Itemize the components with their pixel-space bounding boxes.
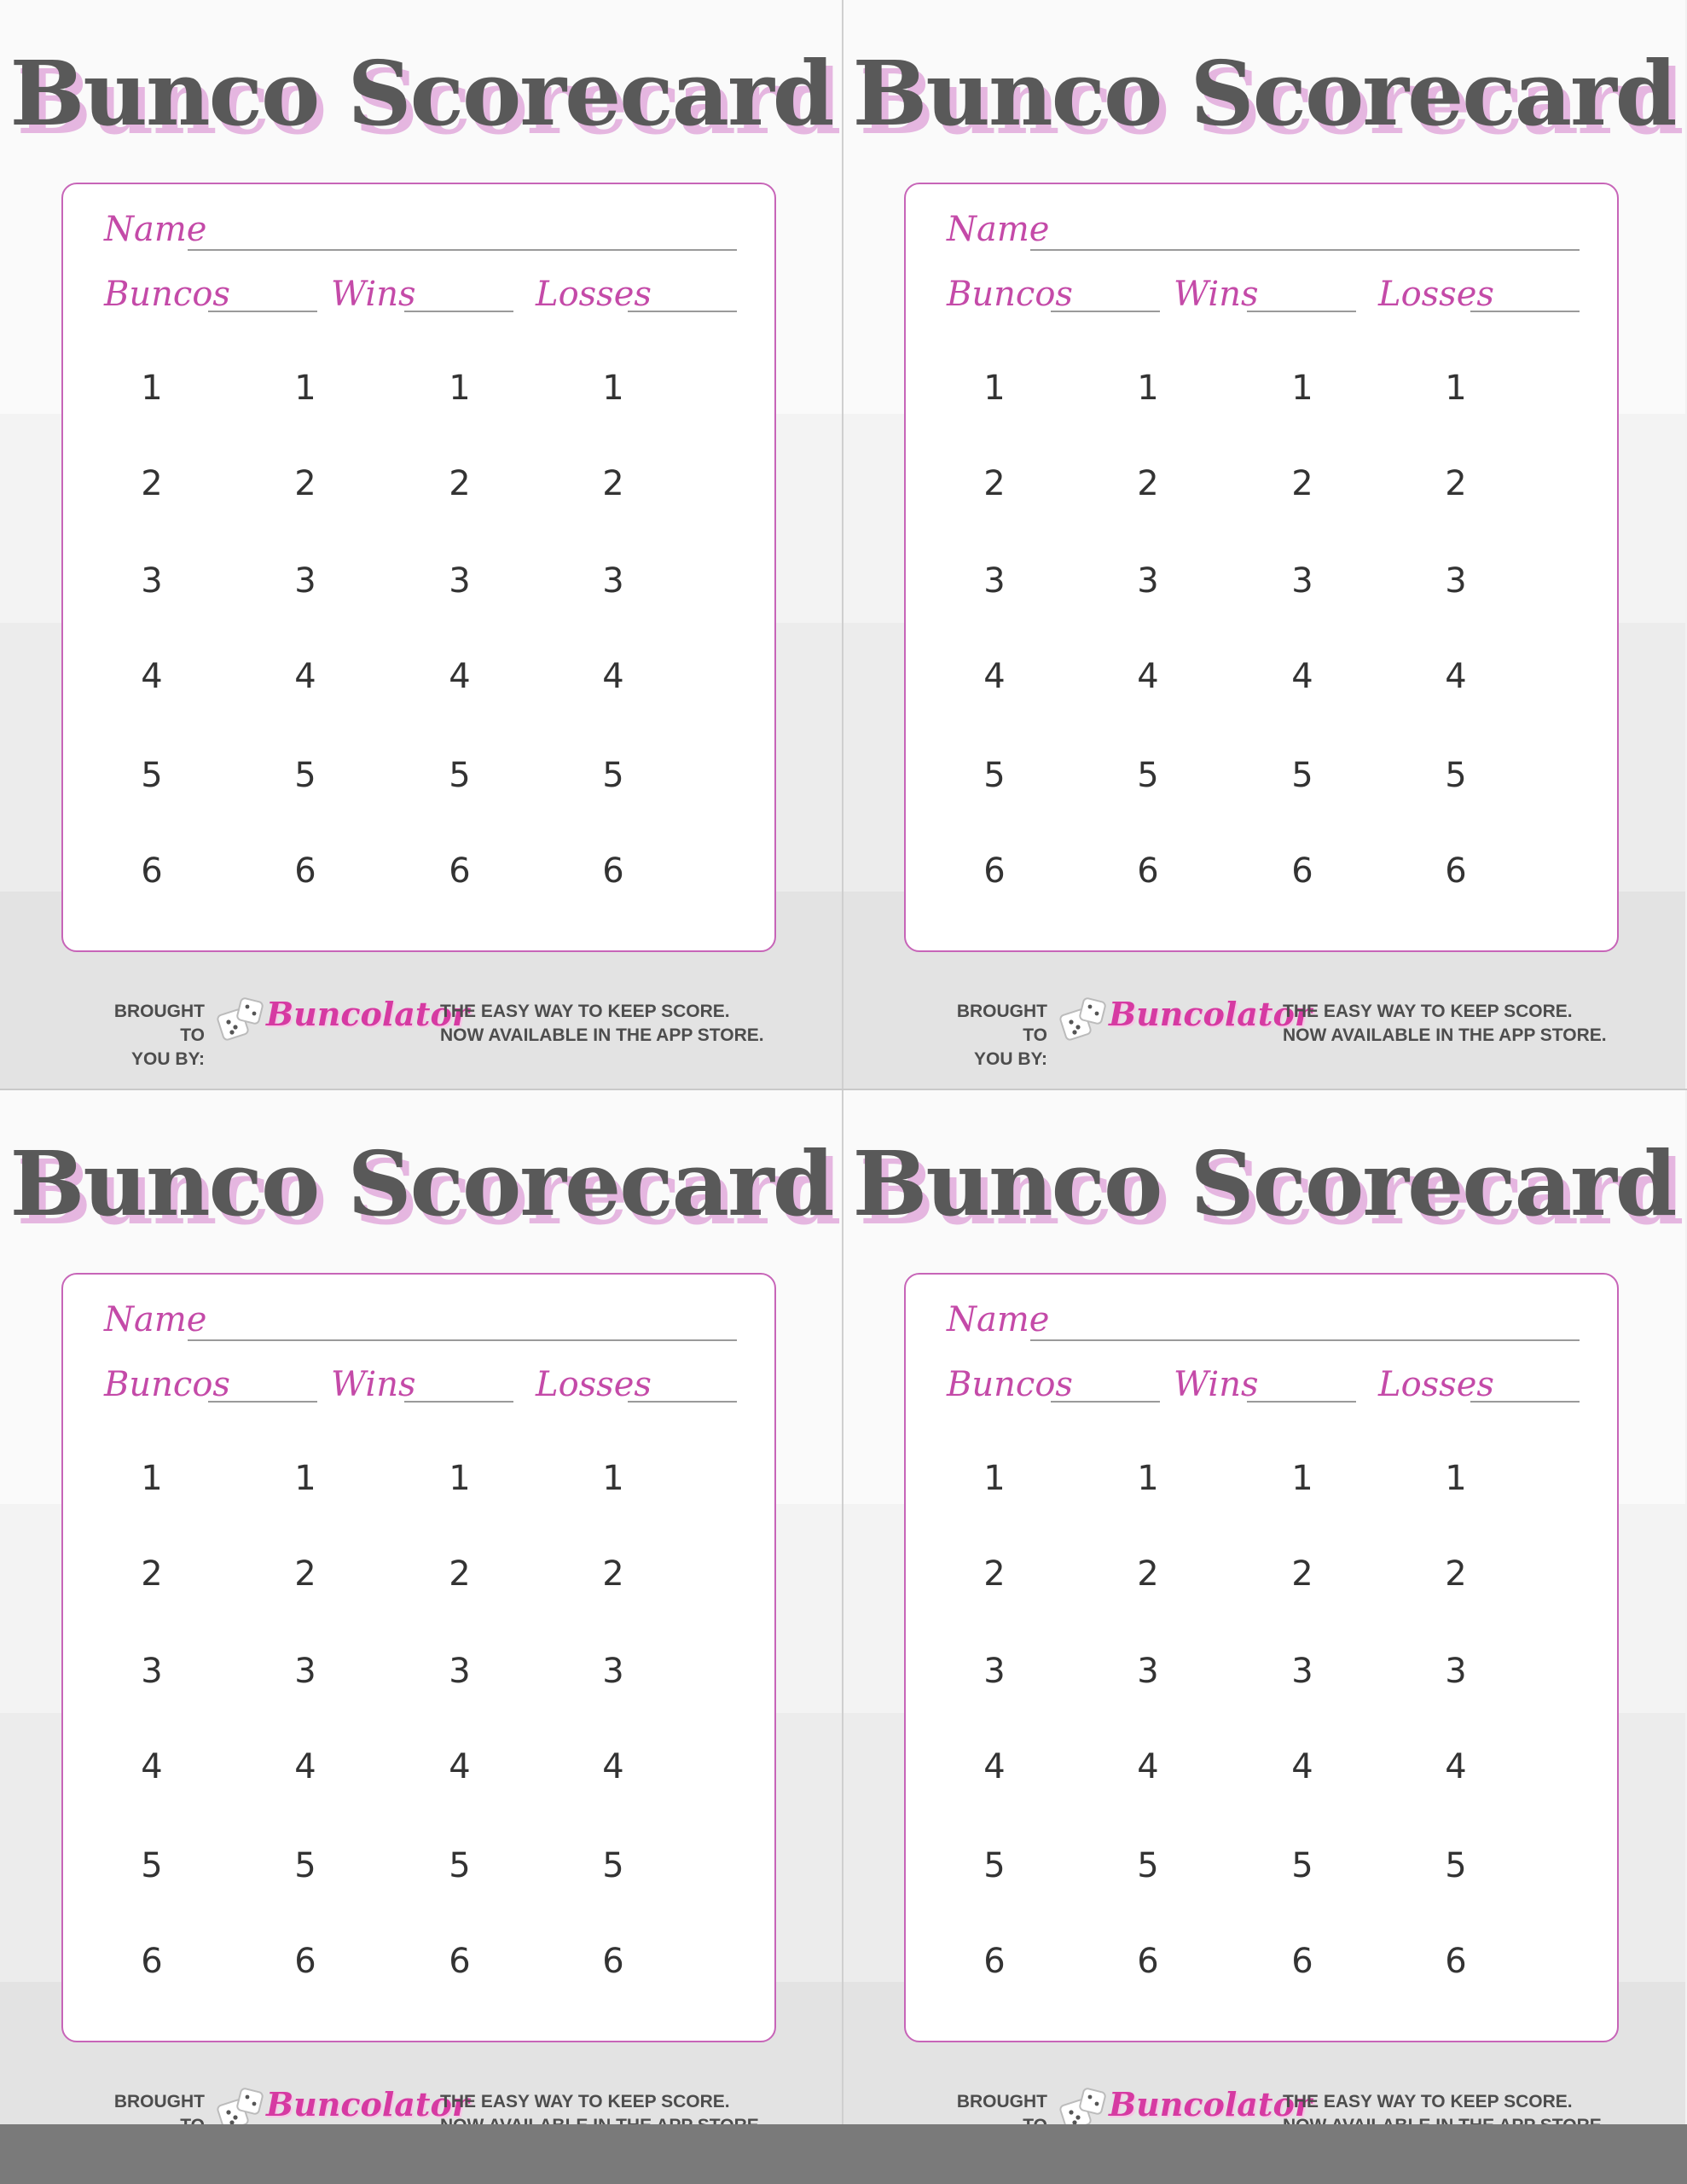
round-number: 4: [1137, 1747, 1159, 1786]
round-number: 3: [602, 1652, 624, 1691]
tagline-line-2: NOW AVAILABLE IN THE APP STORE.: [1283, 1025, 1607, 1045]
name-label: Name: [104, 1300, 207, 1339]
round-number: 6: [1291, 1942, 1313, 1981]
round-number: 3: [141, 561, 163, 601]
round-number: 1: [1137, 1459, 1159, 1498]
brought-to-you-by: [928, 1000, 1047, 1072]
round-number: 6: [602, 1942, 624, 1981]
round-number: 1: [449, 1459, 471, 1498]
round-number: 3: [141, 1652, 163, 1691]
brought-line-2: YOU BY:: [974, 1049, 1047, 1069]
logo-text: Buncolator: [266, 995, 469, 1033]
losses-line[interactable]: [628, 311, 737, 312]
name-line[interactable]: [188, 249, 737, 251]
name-line[interactable]: [1030, 249, 1580, 251]
vertical-cut-line: [842, 0, 844, 2184]
wins-line[interactable]: [1247, 311, 1356, 312]
round-number: 5: [294, 756, 316, 795]
round-number: 5: [141, 756, 163, 795]
round-number: 4: [1445, 1747, 1467, 1786]
round-number: 1: [602, 369, 624, 408]
round-number: 5: [1291, 1846, 1313, 1885]
round-number: 6: [1137, 851, 1159, 891]
round-number: 5: [1291, 756, 1313, 795]
round-number: 2: [294, 464, 316, 503]
round-number: 2: [1445, 464, 1467, 503]
tagline: [440, 1000, 764, 1048]
round-number: 2: [294, 1554, 316, 1594]
round-number: 6: [141, 851, 163, 891]
round-number: 6: [983, 1942, 1006, 1981]
buncos-line[interactable]: [1051, 311, 1160, 312]
name-line[interactable]: [1030, 1339, 1580, 1341]
logo-text: Buncolator: [266, 2085, 469, 2123]
round-number: 2: [449, 464, 471, 503]
scorecard-top-left: [0, 0, 843, 1090]
round-number: 2: [602, 464, 624, 503]
losses-line[interactable]: [1470, 1401, 1580, 1403]
round-number: 1: [983, 1459, 1006, 1498]
round-number: 4: [449, 1747, 471, 1786]
losses-label: Losses: [1378, 275, 1494, 314]
round-number: 3: [1445, 561, 1467, 601]
round-number: 5: [449, 756, 471, 795]
brought-line-1: BROUGHT TO: [956, 1002, 1047, 1045]
round-number: 5: [294, 1846, 316, 1885]
round-number: 4: [1291, 657, 1313, 696]
buncos-label: Buncos: [947, 1365, 1073, 1404]
wins-label: Wins: [331, 1365, 416, 1404]
bottom-bar: [0, 2124, 1687, 2184]
round-number: 5: [983, 756, 1006, 795]
round-number: 5: [449, 1846, 471, 1885]
round-number: 5: [1445, 1846, 1467, 1885]
losses-line[interactable]: [1470, 311, 1580, 312]
scorecard-top-right: [843, 0, 1685, 1090]
round-number: 6: [141, 1942, 163, 1981]
round-number: 2: [141, 1554, 163, 1594]
round-number: 2: [1291, 1554, 1313, 1594]
round-number: 5: [1137, 1846, 1159, 1885]
tagline-line-1: THE EASY WAY TO KEEP SCORE.: [1283, 1002, 1573, 1021]
round-number: 2: [602, 1554, 624, 1594]
round-number: 6: [294, 851, 316, 891]
tagline-line-1: THE EASY WAY TO KEEP SCORE.: [440, 2092, 730, 2111]
round-number: 6: [294, 1942, 316, 1981]
round-number: 1: [1291, 1459, 1313, 1498]
round-number: 3: [1137, 561, 1159, 601]
wins-line[interactable]: [404, 1401, 513, 1403]
round-number: 6: [449, 1942, 471, 1981]
round-number: 3: [449, 561, 471, 601]
round-number: 4: [602, 1747, 624, 1786]
round-number: 1: [294, 1459, 316, 1498]
wins-label: Wins: [1174, 1365, 1259, 1404]
round-number: 4: [294, 657, 316, 696]
round-number: 2: [449, 1554, 471, 1594]
brought-to-you-by: [85, 1000, 205, 1072]
round-number: 4: [1291, 1747, 1313, 1786]
buncos-line[interactable]: [208, 311, 317, 312]
name-label: Name: [947, 1300, 1050, 1339]
scorecard-bottom-left: [0, 1090, 843, 2181]
round-number: 3: [1291, 561, 1313, 601]
scorecard-title: Bunco Scorecard: [9, 1131, 833, 1236]
round-number: 3: [602, 561, 624, 601]
round-number: 3: [294, 1652, 316, 1691]
score-card: [61, 1273, 776, 2042]
round-number: 6: [1137, 1942, 1159, 1981]
scorecard-title: Bunco Scorecard: [852, 1131, 1676, 1236]
score-card: [904, 183, 1619, 952]
round-number: 6: [449, 851, 471, 891]
scorecard-title: Bunco Scorecard: [852, 41, 1676, 146]
round-number: 3: [983, 561, 1006, 601]
tagline-line-2: NOW AVAILABLE IN THE APP STORE.: [440, 1025, 764, 1045]
losses-label: Losses: [536, 1365, 652, 1404]
round-number: 4: [1137, 657, 1159, 696]
round-number: 1: [1291, 369, 1313, 408]
round-number: 1: [449, 369, 471, 408]
round-number: 5: [602, 756, 624, 795]
round-number: 2: [983, 1554, 1006, 1594]
losses-line[interactable]: [628, 1401, 737, 1403]
round-number: 3: [1137, 1652, 1159, 1691]
score-card: [904, 1273, 1619, 2042]
logo-text: Buncolator: [1109, 995, 1312, 1033]
round-number: 6: [1291, 851, 1313, 891]
round-number: 5: [1137, 756, 1159, 795]
scorecard-title: Bunco Scorecard: [9, 41, 833, 146]
tagline-line-1: THE EASY WAY TO KEEP SCORE.: [440, 1002, 730, 1021]
buncos-line[interactable]: [208, 1401, 317, 1403]
round-number: 1: [141, 1459, 163, 1498]
round-number: 2: [1291, 464, 1313, 503]
brought-line-1: BROUGHT TO: [113, 1002, 205, 1045]
round-number: 6: [1445, 851, 1467, 891]
logo-text: Buncolator: [1109, 2085, 1312, 2123]
round-number: 1: [602, 1459, 624, 1498]
round-number: 1: [1445, 369, 1467, 408]
round-number: 3: [1291, 1652, 1313, 1691]
round-number: 5: [141, 1846, 163, 1885]
scorecard-bottom-right: [843, 1090, 1685, 2181]
round-number: 4: [983, 1747, 1006, 1786]
round-number: 4: [602, 657, 624, 696]
wins-line[interactable]: [404, 311, 513, 312]
round-number: 1: [1137, 369, 1159, 408]
wins-label: Wins: [1174, 275, 1259, 314]
name-line[interactable]: [188, 1339, 737, 1341]
round-number: 2: [141, 464, 163, 503]
round-number: 3: [449, 1652, 471, 1691]
round-number: 4: [449, 657, 471, 696]
round-number: 5: [602, 1846, 624, 1885]
brought-line-2: YOU BY:: [131, 1049, 205, 1069]
round-number: 6: [983, 851, 1006, 891]
round-number: 1: [983, 369, 1006, 408]
horizontal-cut-line: [0, 1089, 1687, 1090]
round-number: 6: [602, 851, 624, 891]
buncos-label: Buncos: [947, 275, 1073, 314]
round-number: 4: [141, 1747, 163, 1786]
round-number: 4: [141, 657, 163, 696]
round-number: 5: [983, 1846, 1006, 1885]
wins-label: Wins: [331, 275, 416, 314]
brought-line-1: BROUGHT: [956, 2092, 1047, 2111]
losses-label: Losses: [536, 275, 652, 314]
round-number: 1: [1445, 1459, 1467, 1498]
tagline-line-1: THE EASY WAY TO KEEP SCORE.: [1283, 2092, 1573, 2111]
round-number: 1: [141, 369, 163, 408]
round-number: 2: [983, 464, 1006, 503]
buncolator-logo: [1058, 988, 1312, 1056]
round-number: 4: [983, 657, 1006, 696]
round-number: 2: [1137, 464, 1159, 503]
buncos-line[interactable]: [1051, 1401, 1160, 1403]
round-number: 1: [294, 369, 316, 408]
brought-line-1: BROUGHT: [113, 2092, 205, 2111]
buncos-label: Buncos: [104, 1365, 230, 1404]
tagline: [1283, 1000, 1607, 1048]
round-number: 2: [1445, 1554, 1467, 1594]
name-label: Name: [104, 210, 207, 249]
round-number: 4: [294, 1747, 316, 1786]
round-number: 3: [983, 1652, 1006, 1691]
round-number: 3: [294, 561, 316, 601]
round-number: 4: [1445, 657, 1467, 696]
losses-label: Losses: [1378, 1365, 1494, 1404]
name-label: Name: [947, 210, 1050, 249]
round-number: 5: [1445, 756, 1467, 795]
buncolator-logo: [215, 988, 469, 1056]
buncos-label: Buncos: [104, 275, 230, 314]
wins-line[interactable]: [1247, 1401, 1356, 1403]
round-number: 2: [1137, 1554, 1159, 1594]
score-card: [61, 183, 776, 952]
round-number: 3: [1445, 1652, 1467, 1691]
round-number: 6: [1445, 1942, 1467, 1981]
